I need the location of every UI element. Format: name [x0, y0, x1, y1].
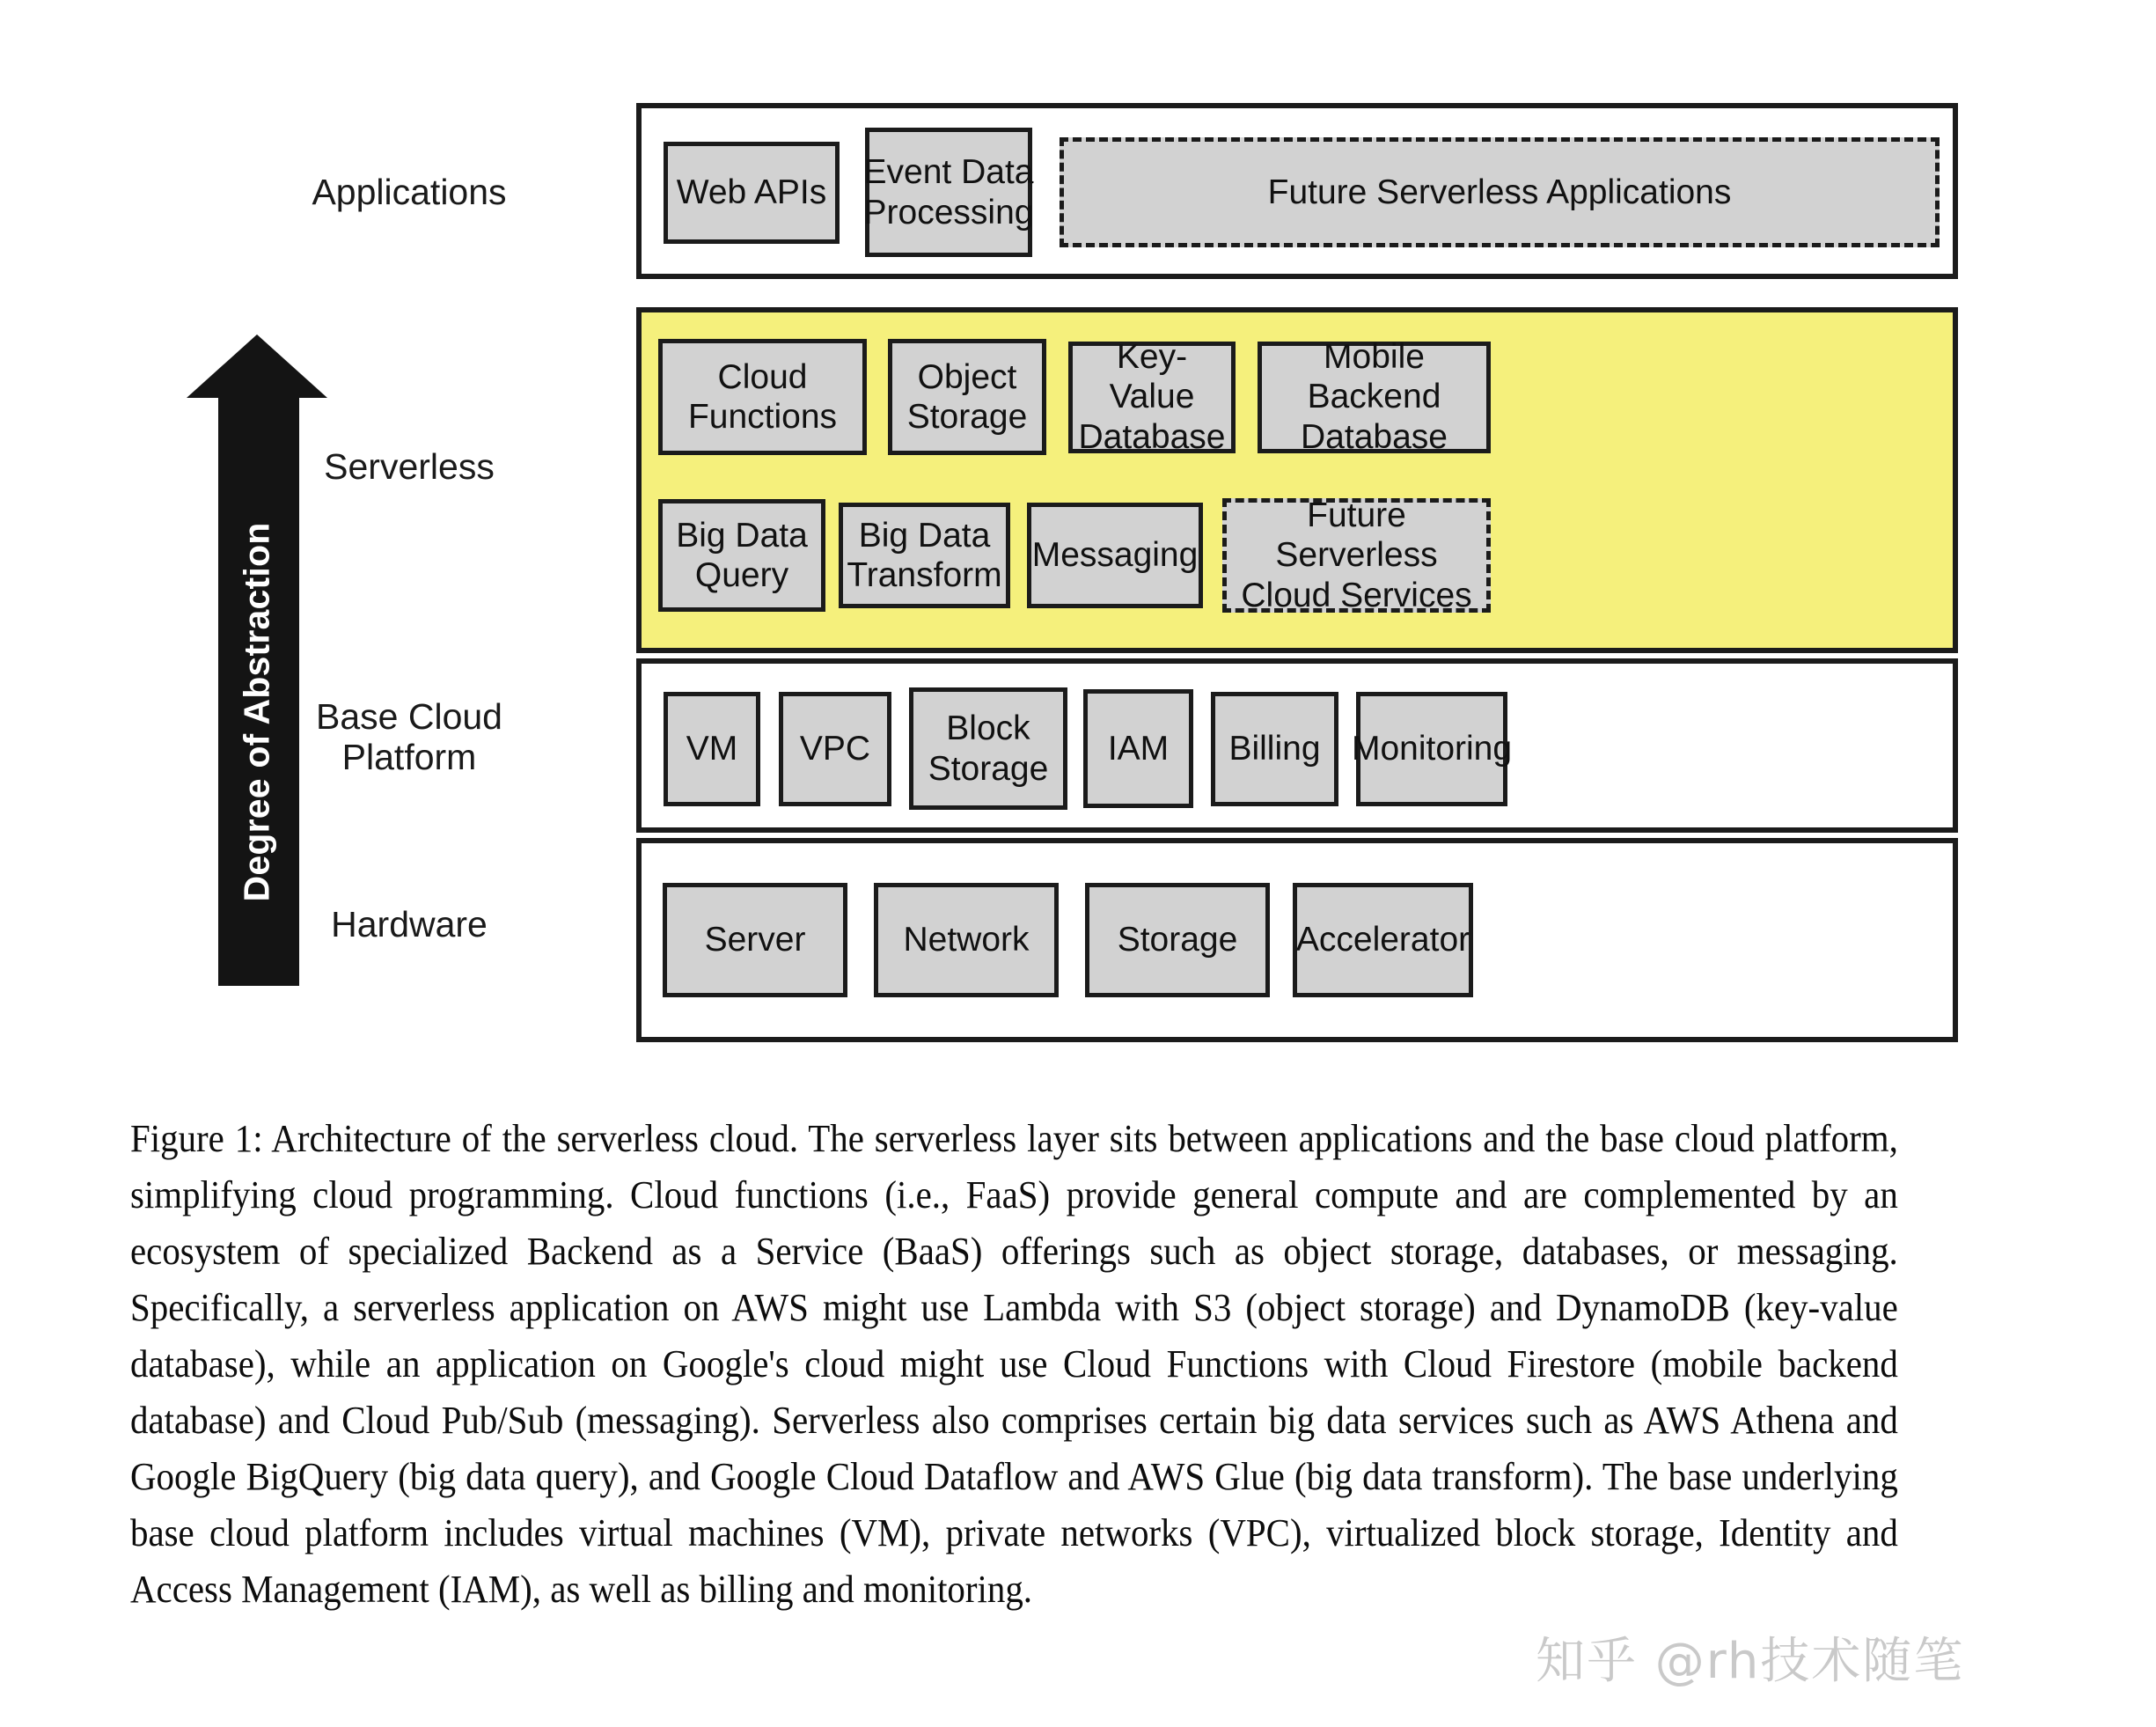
box-key-value-database: Key-Value Database: [1068, 342, 1236, 453]
layer-serverless-row-1: [642, 327, 1953, 467]
box-storage: Storage: [1085, 883, 1270, 997]
box-big-data-transform: Big Data Transform: [839, 503, 1010, 608]
box-future-serverless-applications: Future Serverless Applications: [1060, 137, 1940, 247]
box-vpc: VPC: [779, 692, 891, 806]
box-accelerator: Accelerator: [1293, 883, 1473, 997]
box-monitoring: Monitoring: [1356, 692, 1507, 806]
layer-serverless: [636, 307, 1958, 653]
tier-label-applications: Applications: [312, 172, 507, 212]
tier-label-hardware: Hardware: [331, 904, 488, 944]
layer-base-row: [642, 676, 1953, 821]
box-big-data-query: Big Data Query: [658, 499, 825, 612]
box-server: Server: [663, 883, 847, 997]
layer-hardware: [636, 838, 1958, 1042]
layer-base-cloud-platform: [636, 658, 1958, 833]
tier-label-serverless: Serverless: [324, 446, 495, 487]
layer-hardware-row: [642, 861, 1953, 1019]
tier-label-base-cloud-platform: Base Cloud Platform: [316, 696, 502, 777]
box-future-serverless-cloud-services: Future Serverless Cloud Services: [1222, 498, 1491, 613]
box-vm: VM: [664, 692, 760, 806]
box-iam: IAM: [1083, 689, 1193, 808]
box-messaging: Messaging: [1027, 503, 1203, 608]
box-cloud-functions: Cloud Functions: [658, 339, 867, 455]
layer-serverless-row-2: [642, 485, 1953, 626]
box-web-apis: Web APIs: [664, 142, 840, 244]
box-object-storage: Object Storage: [888, 339, 1046, 455]
arrow-head-icon: [187, 334, 327, 398]
layer-applications: [636, 103, 1958, 279]
watermark: 知乎 @rh技术随笔: [1536, 1633, 1965, 1690]
layer-applications-row: [642, 124, 1953, 261]
degree-of-abstraction-arrow: [187, 334, 327, 986]
box-billing: Billing: [1211, 692, 1338, 806]
figure-caption: Figure 1: Architecture of the serverless cloud. The serverless layer sits between applications and the base cloud platform, simplifying cloud programming. Cloud functions (i.e., FaaS) provide general compute and are complemented by an ecosystem of specialized Backend as a Service (BaaS) offerings such as object storage, databases, or messaging. Specifically, a serverless application on AWS might use Lambda with S3 (object storage) and DynamoDB (key-value database), while an application on Google's cloud might use Cloud Functions with Cloud Firestore (mobile backend database) and Cloud Pub/Sub (messaging). Serverless also comprises certain big data services such as AWS Athena and Google BigQuery (big data query), and Google Cloud Dataflow and AWS Glue (big data transform). The base underlying base cloud platform includes virtual machines (VM), private networks (VPC), virtualized block storage, Identity and Access Management (IAM), as well as billing and monitoring.: [130, 1117, 1898, 1611]
box-mobile-backend-database: Mobile Backend Database: [1258, 342, 1491, 453]
box-event-data-processing: Event Data Processing: [865, 128, 1032, 257]
box-block-storage: Block Storage: [909, 687, 1067, 810]
box-network: Network: [874, 883, 1059, 997]
arrow-label: Degree of Abstraction: [236, 522, 277, 902]
